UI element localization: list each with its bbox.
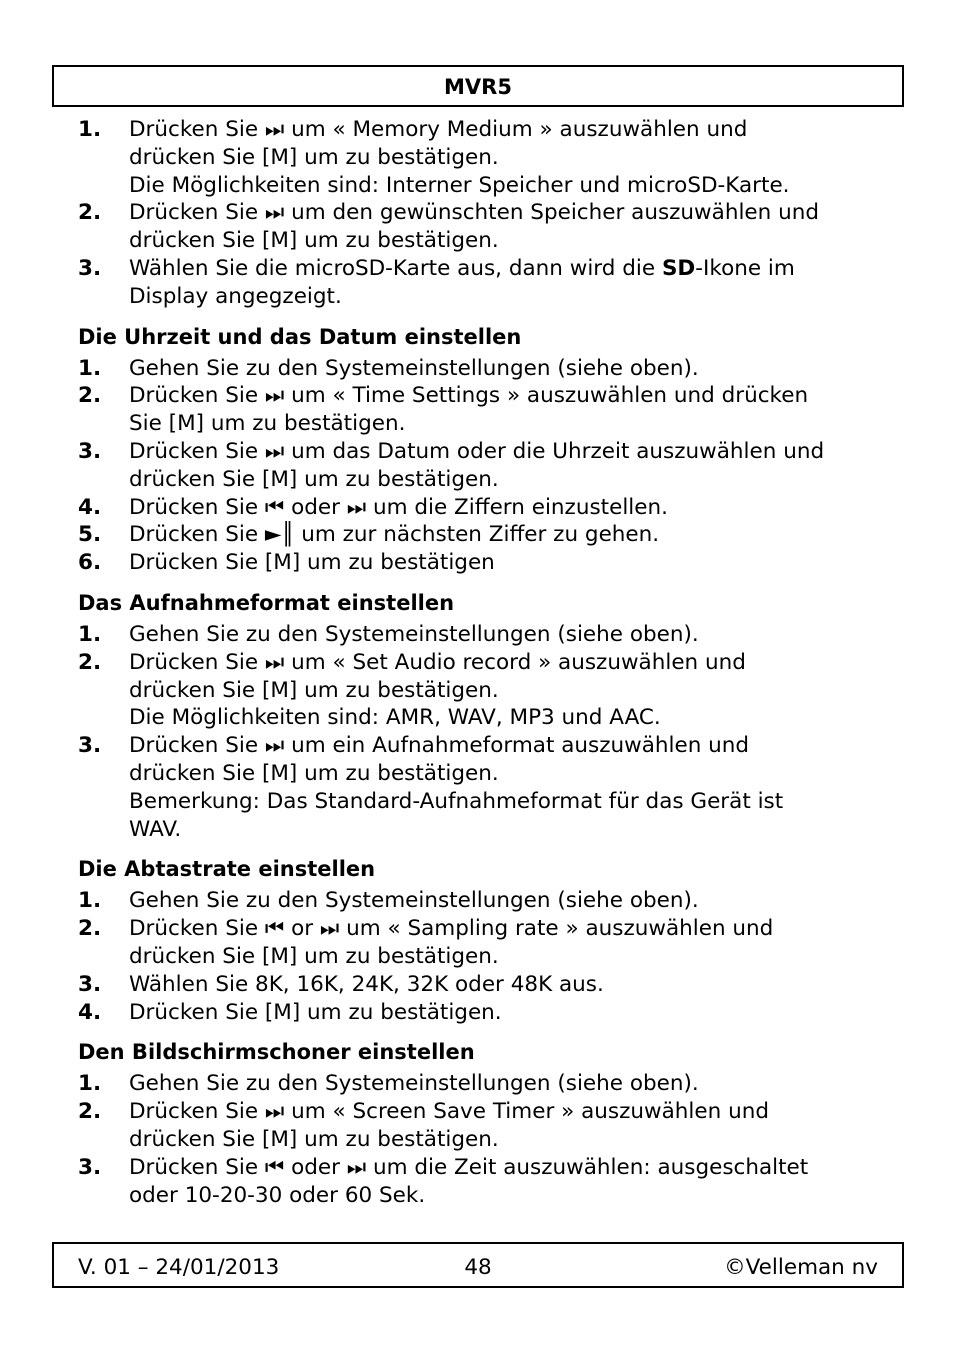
- list-item: [78, 199, 898, 255]
- item-line: Sie [M] um zu bestätigen.: [129, 411, 406, 437]
- item-line: Drücken Sie ⏭ um ein Aufnahmeformat auszuwählen und: [129, 733, 750, 759]
- item-line: Drücken Sie [M] um zu bestätigen: [129, 550, 495, 576]
- item-line: drücken Sie [M] um zu bestätigen.: [129, 144, 499, 170]
- item-line: Display angegzeigt.: [129, 283, 342, 309]
- item-line: Wählen Sie 8K, 16K, 24K, 32K oder 48K aus.: [129, 971, 604, 997]
- list-item: [78, 1154, 898, 1210]
- item-line: drücken Sie [M] um zu bestätigen.: [129, 677, 499, 703]
- list-item: [78, 549, 898, 577]
- item-line: drücken Sie [M] um zu bestätigen.: [129, 228, 499, 254]
- item-line: Drücken Sie ⏭ um « Time Settings » auszuwählen und drücken: [129, 383, 809, 409]
- copyright: ©Velleman nv: [724, 1255, 878, 1280]
- item-line: Drücken Sie ⏮ oder ⏭ um die Ziffern einzustellen.: [129, 494, 668, 520]
- section: [78, 323, 898, 577]
- item-number: 3.: [78, 971, 102, 997]
- intro-list: [78, 116, 898, 311]
- item-number: 1.: [78, 117, 102, 142]
- page-content: [78, 116, 898, 1209]
- list-item: [78, 494, 898, 522]
- page-number: 48: [464, 1255, 492, 1280]
- document-title: MVR5: [444, 75, 512, 99]
- section-heading: Die Abtastrate einstellen: [78, 857, 376, 882]
- page-header: [52, 65, 904, 107]
- item-number: 6.: [78, 550, 102, 576]
- item-line: Drücken Sie ⏭ um « Set Audio record » auszuwählen und: [129, 649, 746, 675]
- list-item: [78, 999, 898, 1027]
- item-number: 5.: [78, 522, 102, 548]
- item-number: 3.: [78, 255, 102, 281]
- item-number: 2.: [78, 383, 102, 409]
- item-line: Drücken Sie [M] um zu bestätigen.: [129, 999, 502, 1025]
- section-heading: Den Bildschirmschoner einstellen: [78, 1040, 475, 1065]
- item-number: 3.: [78, 733, 102, 759]
- list-item: [78, 355, 898, 383]
- sd-label: SD: [661, 255, 696, 281]
- section: [78, 1038, 898, 1209]
- list-item: [78, 116, 898, 199]
- item-line: [129, 255, 898, 283]
- item-number: 1.: [78, 355, 102, 381]
- list-item: [78, 732, 898, 843]
- item-number: 2.: [78, 1099, 102, 1125]
- item-line: oder 10-20-30 oder 60 Sek.: [129, 1182, 426, 1208]
- item-number: 3.: [78, 1154, 102, 1180]
- item-number: 1.: [78, 1071, 102, 1097]
- item-line: Drücken Sie ⏭ um « Screen Save Timer » auszuwählen und: [129, 1099, 769, 1125]
- list-item: [78, 887, 898, 915]
- item-number: 1.: [78, 888, 102, 914]
- item-line: Bemerkung: Das Standard-Aufnahmeformat für das Gerät ist: [129, 788, 784, 814]
- item-line: WAV.: [129, 816, 182, 842]
- item-number: 3.: [78, 438, 102, 464]
- list-item: [78, 521, 898, 549]
- item-line: Gehen Sie zu den Systemeinstellungen (siehe oben).: [129, 355, 699, 381]
- item-line: Gehen Sie zu den Systemeinstellungen (siehe oben).: [129, 1071, 699, 1097]
- list-item: [78, 438, 898, 494]
- item-number: 2.: [78, 649, 102, 675]
- item-number: 2.: [78, 200, 102, 226]
- list-item: [78, 1098, 898, 1154]
- list-item: [78, 971, 898, 999]
- item-line: Gehen Sie zu den Systemeinstellungen (siehe oben).: [129, 621, 699, 647]
- item-number: 4.: [78, 494, 102, 520]
- section-heading: Die Uhrzeit und das Datum einstellen: [78, 324, 522, 349]
- section: [78, 855, 898, 1026]
- item-line: Drücken Sie ⏭ um den gewünschten Speicher auszuwählen und: [129, 200, 820, 226]
- item-line: Drücken Sie ⏭ um « Memory Medium » auszuwählen und: [129, 117, 748, 142]
- item-line: Die Möglichkeiten sind: AMR, WAV, MP3 und AAC.: [129, 705, 661, 731]
- version-date: V. 01 – 24/01/2013: [78, 1255, 280, 1280]
- item-line: drücken Sie [M] um zu bestätigen.: [129, 760, 499, 786]
- list-item: [78, 621, 898, 649]
- item-line: Drücken Sie ►║ um zur nächsten Ziffer zu gehen.: [129, 522, 660, 548]
- item-line: drücken Sie [M] um zu bestätigen.: [129, 943, 499, 969]
- sections-container: [78, 323, 898, 1210]
- section: [78, 589, 898, 843]
- list-item: [78, 649, 898, 732]
- item-number: 4.: [78, 999, 102, 1025]
- item-line: Drücken Sie ⏮ oder ⏭ um die Zeit auszuwählen: ausgeschaltet: [129, 1154, 809, 1180]
- list-item: [78, 382, 898, 438]
- item-line: drücken Sie [M] um zu bestätigen.: [129, 466, 499, 492]
- list-item: [78, 915, 898, 971]
- text-segment: -Ikone im: [695, 255, 795, 281]
- item-line: drücken Sie [M] um zu bestätigen.: [129, 1126, 499, 1152]
- item-number: 2.: [78, 916, 102, 942]
- list-item: [78, 1070, 898, 1098]
- section-heading: Das Aufnahmeformat einstellen: [78, 590, 455, 615]
- text-segment: Wählen Sie die microSD-Karte aus, dann wird die: [129, 255, 662, 281]
- item-line: Drücken Sie ⏭ um das Datum oder die Uhrzeit auszuwählen und: [129, 438, 825, 464]
- item-line: Gehen Sie zu den Systemeinstellungen (siehe oben).: [129, 888, 699, 914]
- item-line: Drücken Sie ⏮ or ⏭ um « Sampling rate » auszuwählen und: [129, 916, 774, 942]
- item-number: 1.: [78, 621, 102, 647]
- item-line: Die Möglichkeiten sind: Interner Speicher und microSD-Karte.: [129, 172, 790, 198]
- list-item: [78, 255, 898, 311]
- page-footer: [52, 1242, 904, 1288]
